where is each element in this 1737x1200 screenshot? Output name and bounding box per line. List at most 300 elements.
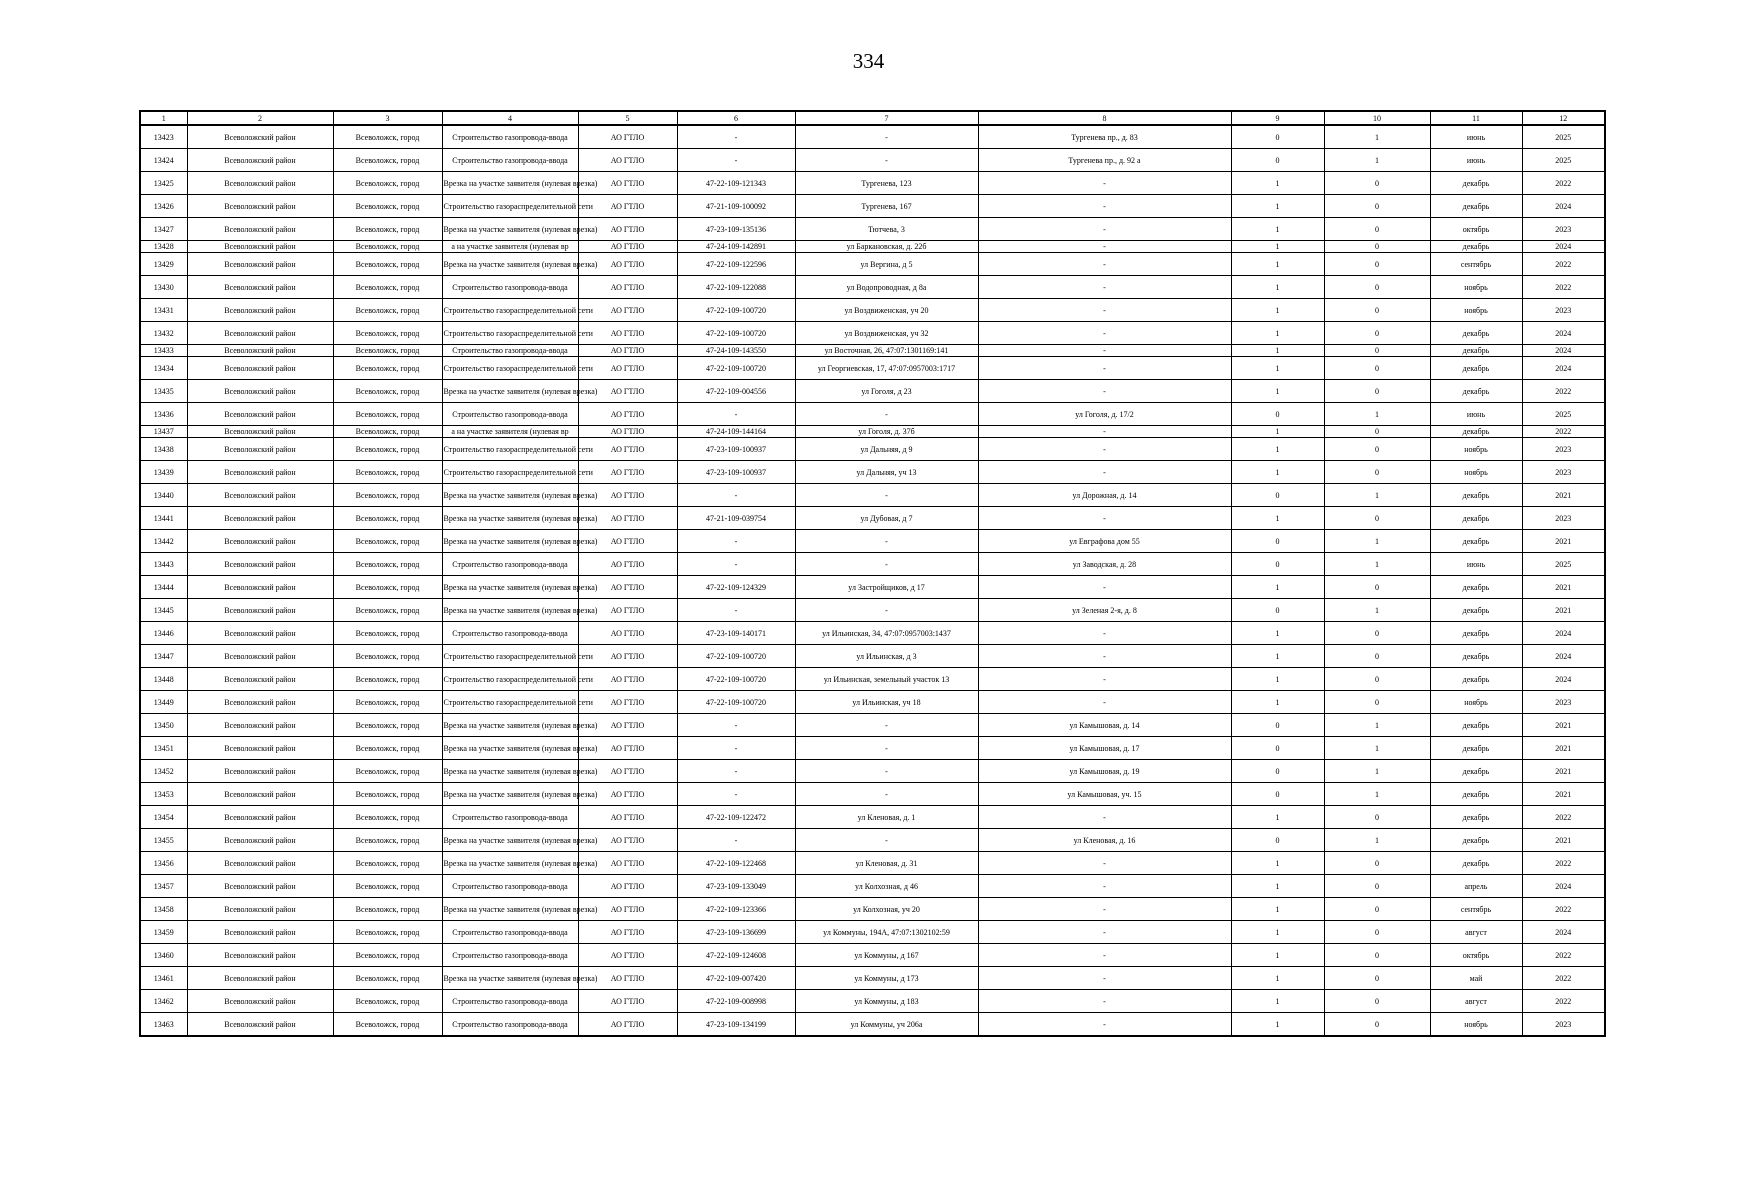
district-cell: Всеволожский район [187,299,333,322]
month-cell: апрель [1430,875,1522,898]
year-cell: 2025 [1522,553,1605,576]
address-cell: ул Ильинская, д 3 [795,645,978,668]
application-number-cell: 47-21-109-039754 [677,507,795,530]
district-cell: Всеволожский район [187,852,333,875]
application-number-cell: - [677,737,795,760]
settlement-cell: Всеволожск, город [333,241,442,253]
district-cell: Всеволожский район [187,668,333,691]
address-alt-cell: - [978,299,1231,322]
row-number-cell: 13424 [140,149,187,172]
settlement-cell: Всеволожск, город [333,576,442,599]
gas-connection-table [139,110,1606,1037]
organization-cell: АО ГТЛО [578,530,677,553]
value-10-cell: 0 [1324,576,1430,599]
address-cell: ул Вергина, д 5 [795,253,978,276]
row-number-cell: 13456 [140,852,187,875]
work-type-cell: Врезка на участке заявителя (нулевая врезка) [442,380,578,403]
organization-cell: АО ГТЛО [578,426,677,438]
address-alt-cell: - [978,461,1231,484]
address-alt-cell: - [978,438,1231,461]
address-cell: ул Кленовая, д. 1 [795,806,978,829]
table-row [140,218,1605,241]
year-cell: 2021 [1522,599,1605,622]
address-alt-cell: - [978,1013,1231,1037]
value-10-cell: 0 [1324,507,1430,530]
settlement-cell: Всеволожск, город [333,357,442,380]
address-alt-cell: - [978,668,1231,691]
value-10-cell: 0 [1324,967,1430,990]
year-cell: 2025 [1522,149,1605,172]
row-number-cell: 13448 [140,668,187,691]
year-cell: 2022 [1522,806,1605,829]
settlement-cell: Всеволожск, город [333,599,442,622]
table-row [140,530,1605,553]
year-cell: 2023 [1522,1013,1605,1037]
month-cell: декабрь [1430,737,1522,760]
district-cell: Всеволожский район [187,921,333,944]
settlement-cell: Всеволожск, город [333,852,442,875]
organization-cell: АО ГТЛО [578,299,677,322]
organization-cell: АО ГТЛО [578,461,677,484]
value-10-cell: 0 [1324,691,1430,714]
month-cell: декабрь [1430,172,1522,195]
organization-cell: АО ГТЛО [578,737,677,760]
address-cell: ул Коммуны, д 167 [795,944,978,967]
row-number-cell: 13461 [140,967,187,990]
address-cell: ул Застройщиков, д 17 [795,576,978,599]
application-number-cell: 47-23-109-100937 [677,461,795,484]
address-cell: ул Кленовая, д. 31 [795,852,978,875]
value-10-cell: 1 [1324,737,1430,760]
value-9-cell: 1 [1231,898,1324,921]
address-alt-cell: - [978,852,1231,875]
row-number-cell: 13439 [140,461,187,484]
address-alt-cell: - [978,990,1231,1013]
column-header: 12 [1522,111,1605,125]
address-cell: ул Восточная, 26, 47:07:1301169:141 [795,345,978,357]
work-type-cell: Врезка на участке заявителя (нулевая врезка) [442,530,578,553]
year-cell: 2024 [1522,645,1605,668]
district-cell: Всеволожский район [187,426,333,438]
application-number-cell: - [677,829,795,852]
settlement-cell: Всеволожск, город [333,714,442,737]
value-9-cell: 1 [1231,218,1324,241]
row-number-cell: 13425 [140,172,187,195]
value-10-cell: 0 [1324,852,1430,875]
year-cell: 2024 [1522,622,1605,645]
month-cell: ноябрь [1430,1013,1522,1037]
work-type-cell: Врезка на участке заявителя (нулевая врезка) [442,172,578,195]
address-cell: ул Баркановская, д. 22б [795,241,978,253]
address-cell: ул Коммуны, 194А, 47:07:1302102:59 [795,921,978,944]
year-cell: 2023 [1522,438,1605,461]
year-cell: 2023 [1522,299,1605,322]
organization-cell: АО ГТЛО [578,345,677,357]
organization-cell: АО ГТЛО [578,507,677,530]
district-cell: Всеволожский район [187,345,333,357]
year-cell: 2023 [1522,461,1605,484]
work-type-cell: Врезка на участке заявителя (нулевая врезка) [442,599,578,622]
address-cell: ул Дальняя, д 9 [795,438,978,461]
address-alt-cell: ул Дорожная, д. 14 [978,484,1231,507]
value-10-cell: 0 [1324,241,1430,253]
district-cell: Всеволожский район [187,403,333,426]
year-cell: 2024 [1522,668,1605,691]
month-cell: декабрь [1430,507,1522,530]
address-alt-cell: - [978,806,1231,829]
work-type-cell: Строительство газораспределительной сети [442,299,578,322]
address-alt-cell: ул Заводская, д. 28 [978,553,1231,576]
address-alt-cell: - [978,218,1231,241]
application-number-cell: 47-22-109-100720 [677,357,795,380]
row-number-cell: 13430 [140,276,187,299]
year-cell: 2024 [1522,345,1605,357]
row-number-cell: 13438 [140,438,187,461]
row-number-cell: 13445 [140,599,187,622]
value-9-cell: 1 [1231,322,1324,345]
row-number-cell: 13446 [140,622,187,645]
settlement-cell: Всеволожск, город [333,921,442,944]
work-type-cell: Строительство газораспределительной сети [442,357,578,380]
district-cell: Всеволожский район [187,898,333,921]
application-number-cell: 47-22-109-100720 [677,322,795,345]
settlement-cell: Всеволожск, город [333,172,442,195]
address-alt-cell: - [978,380,1231,403]
table-row [140,380,1605,403]
work-type-cell: Врезка на участке заявителя (нулевая врезка) [442,507,578,530]
month-cell: декабрь [1430,576,1522,599]
district-cell: Всеволожский район [187,576,333,599]
organization-cell: АО ГТЛО [578,875,677,898]
value-10-cell: 1 [1324,403,1430,426]
application-number-cell: 47-22-109-122468 [677,852,795,875]
month-cell: май [1430,967,1522,990]
month-cell: декабрь [1430,530,1522,553]
row-number-cell: 13431 [140,299,187,322]
settlement-cell: Всеволожск, город [333,622,442,645]
district-cell: Всеволожский район [187,357,333,380]
value-9-cell: 1 [1231,241,1324,253]
address-alt-cell: - [978,345,1231,357]
district-cell: Всеволожский район [187,875,333,898]
settlement-cell: Всеволожск, город [333,530,442,553]
month-cell: ноябрь [1430,691,1522,714]
table-row [140,299,1605,322]
month-cell: август [1430,921,1522,944]
row-number-cell: 13427 [140,218,187,241]
value-9-cell: 0 [1231,403,1324,426]
organization-cell: АО ГТЛО [578,357,677,380]
row-number-cell: 13443 [140,553,187,576]
table-row [140,852,1605,875]
row-number-cell: 13434 [140,357,187,380]
address-alt-cell: - [978,276,1231,299]
year-cell: 2021 [1522,530,1605,553]
table-row [140,276,1605,299]
value-9-cell: 0 [1231,553,1324,576]
month-cell: декабрь [1430,668,1522,691]
row-number-cell: 13433 [140,345,187,357]
settlement-cell: Всеволожск, город [333,990,442,1013]
address-alt-cell: - [978,253,1231,276]
address-cell: - [795,737,978,760]
column-header: 11 [1430,111,1522,125]
application-number-cell: - [677,599,795,622]
address-cell: ул Гоголя, д. 37б [795,426,978,438]
year-cell: 2022 [1522,276,1605,299]
address-alt-cell: - [978,241,1231,253]
table-row [140,484,1605,507]
work-type-cell: Врезка на участке заявителя (нулевая врезка) [442,484,578,507]
organization-cell: АО ГТЛО [578,852,677,875]
month-cell: декабрь [1430,714,1522,737]
address-alt-cell: - [978,944,1231,967]
application-number-cell: 47-23-109-133049 [677,875,795,898]
value-10-cell: 0 [1324,195,1430,218]
organization-cell: АО ГТЛО [578,990,677,1013]
column-header: 3 [333,111,442,125]
address-cell: ул Ильинская, 34, 47:07:0957003:1437 [795,622,978,645]
address-cell: - [795,125,978,149]
settlement-cell: Всеволожск, город [333,944,442,967]
row-number-cell: 13442 [140,530,187,553]
row-number-cell: 13462 [140,990,187,1013]
organization-cell: АО ГТЛО [578,714,677,737]
address-cell: ул Дальняя, уч 13 [795,461,978,484]
month-cell: август [1430,990,1522,1013]
application-number-cell: 47-22-109-122596 [677,253,795,276]
table-row [140,172,1605,195]
value-9-cell: 0 [1231,714,1324,737]
organization-cell: АО ГТЛО [578,944,677,967]
address-alt-cell: ул Евграфова дом 55 [978,530,1231,553]
district-cell: Всеволожский район [187,438,333,461]
table-row [140,322,1605,345]
district-cell: Всеволожский район [187,990,333,1013]
settlement-cell: Всеволожск, город [333,783,442,806]
work-type-cell: Врезка на участке заявителя (нулевая врезка) [442,253,578,276]
month-cell: декабрь [1430,760,1522,783]
address-alt-cell: ул Камышовая, д. 17 [978,737,1231,760]
row-number-cell: 13423 [140,125,187,149]
address-cell: Тургенева, 167 [795,195,978,218]
table-row [140,426,1605,438]
column-header: 9 [1231,111,1324,125]
table-row [140,967,1605,990]
settlement-cell: Всеволожск, город [333,426,442,438]
address-alt-cell: ул Камышовая, уч. 15 [978,783,1231,806]
month-cell: июнь [1430,149,1522,172]
organization-cell: АО ГТЛО [578,760,677,783]
table-row [140,645,1605,668]
table-row [140,668,1605,691]
address-cell: - [795,714,978,737]
organization-cell: АО ГТЛО [578,218,677,241]
table-body [140,125,1605,1036]
value-10-cell: 0 [1324,461,1430,484]
district-cell: Всеволожский район [187,783,333,806]
organization-cell: АО ГТЛО [578,484,677,507]
application-number-cell: - [677,783,795,806]
value-9-cell: 1 [1231,380,1324,403]
value-9-cell: 1 [1231,195,1324,218]
work-type-cell: Строительство газопровода-ввода [442,921,578,944]
value-9-cell: 1 [1231,668,1324,691]
month-cell: декабрь [1430,783,1522,806]
work-type-cell: Врезка на участке заявителя (нулевая врезка) [442,898,578,921]
month-cell: ноябрь [1430,461,1522,484]
settlement-cell: Всеволожск, город [333,195,442,218]
table-row [140,990,1605,1013]
table-row [140,461,1605,484]
application-number-cell: 47-23-109-136699 [677,921,795,944]
year-cell: 2022 [1522,380,1605,403]
value-9-cell: 1 [1231,507,1324,530]
work-type-cell: Врезка на участке заявителя (нулевая врезка) [442,760,578,783]
organization-cell: АО ГТЛО [578,783,677,806]
value-9-cell: 1 [1231,967,1324,990]
organization-cell: АО ГТЛО [578,438,677,461]
year-cell: 2022 [1522,253,1605,276]
year-cell: 2023 [1522,218,1605,241]
table-row [140,829,1605,852]
work-type-cell: а на участке заявителя (нулевая вр [442,426,578,438]
value-9-cell: 1 [1231,438,1324,461]
address-cell: ул Ильинская, уч 18 [795,691,978,714]
month-cell: июнь [1430,125,1522,149]
settlement-cell: Всеволожск, город [333,345,442,357]
month-cell: декабрь [1430,645,1522,668]
month-cell: декабрь [1430,322,1522,345]
address-alt-cell: - [978,357,1231,380]
table-row [140,553,1605,576]
row-number-cell: 13452 [140,760,187,783]
page-number: 334 [852,49,885,73]
value-10-cell: 0 [1324,357,1430,380]
month-cell: декабрь [1430,241,1522,253]
application-number-cell: 47-23-109-140171 [677,622,795,645]
row-number-cell: 13444 [140,576,187,599]
address-cell: - [795,403,978,426]
value-10-cell: 1 [1324,125,1430,149]
value-10-cell: 0 [1324,322,1430,345]
organization-cell: АО ГТЛО [578,149,677,172]
work-type-cell: Строительство газопровода-ввода [442,990,578,1013]
value-9-cell: 1 [1231,1013,1324,1037]
value-10-cell: 0 [1324,990,1430,1013]
district-cell: Всеволожский район [187,276,333,299]
application-number-cell: - [677,714,795,737]
table-row [140,760,1605,783]
work-type-cell: Строительство газопровода-ввода [442,276,578,299]
table-row [140,357,1605,380]
settlement-cell: Всеволожск, город [333,553,442,576]
organization-cell: АО ГТЛО [578,1013,677,1037]
address-alt-cell: - [978,875,1231,898]
row-number-cell: 13447 [140,645,187,668]
application-number-cell: 47-23-109-100937 [677,438,795,461]
value-10-cell: 0 [1324,806,1430,829]
application-number-cell: - [677,125,795,149]
work-type-cell: а на участке заявителя (нулевая вр [442,241,578,253]
address-cell: ул Коммуны, уч 206а [795,1013,978,1037]
month-cell: декабрь [1430,622,1522,645]
organization-cell: АО ГТЛО [578,553,677,576]
district-cell: Всеволожский район [187,484,333,507]
work-type-cell: Врезка на участке заявителя (нулевая врезка) [442,852,578,875]
table-row [140,714,1605,737]
organization-cell: АО ГТЛО [578,622,677,645]
month-cell: декабрь [1430,345,1522,357]
settlement-cell: Всеволожск, город [333,149,442,172]
column-header: 10 [1324,111,1430,125]
settlement-cell: Всеволожск, город [333,668,442,691]
district-cell: Всеволожский район [187,806,333,829]
work-type-cell: Строительство газопровода-ввода [442,345,578,357]
row-number-cell: 13454 [140,806,187,829]
row-number-cell: 13449 [140,691,187,714]
value-9-cell: 1 [1231,461,1324,484]
settlement-cell: Всеволожск, город [333,1013,442,1037]
row-number-cell: 13429 [140,253,187,276]
organization-cell: АО ГТЛО [578,806,677,829]
value-10-cell: 0 [1324,898,1430,921]
table-row [140,875,1605,898]
year-cell: 2021 [1522,576,1605,599]
application-number-cell: - [677,149,795,172]
table-row [140,241,1605,253]
work-type-cell: Врезка на участке заявителя (нулевая врезка) [442,714,578,737]
value-9-cell: 0 [1231,125,1324,149]
table-row [140,622,1605,645]
table-row [140,149,1605,172]
address-cell: ул Колхозная, уч 20 [795,898,978,921]
district-cell: Всеволожский район [187,737,333,760]
work-type-cell: Строительство газораспределительной сети [442,322,578,345]
organization-cell: АО ГТЛО [578,599,677,622]
header-row [140,111,1605,125]
address-alt-cell: - [978,195,1231,218]
year-cell: 2022 [1522,944,1605,967]
column-header: 4 [442,111,578,125]
table-row [140,507,1605,530]
address-alt-cell: - [978,898,1231,921]
settlement-cell: Всеволожск, город [333,299,442,322]
table-row [140,737,1605,760]
organization-cell: АО ГТЛО [578,898,677,921]
value-10-cell: 0 [1324,345,1430,357]
work-type-cell: Строительство газопровода-ввода [442,553,578,576]
year-cell: 2024 [1522,875,1605,898]
application-number-cell: 47-22-109-100720 [677,668,795,691]
year-cell: 2023 [1522,507,1605,530]
month-cell: ноябрь [1430,438,1522,461]
work-type-cell: Строительство газопровода-ввода [442,622,578,645]
row-number-cell: 13436 [140,403,187,426]
value-10-cell: 0 [1324,875,1430,898]
organization-cell: АО ГТЛО [578,125,677,149]
district-cell: Всеволожский район [187,760,333,783]
application-number-cell: 47-22-109-123366 [677,898,795,921]
district-cell: Всеволожский район [187,218,333,241]
settlement-cell: Всеволожск, город [333,438,442,461]
row-number-cell: 13458 [140,898,187,921]
organization-cell: АО ГТЛО [578,253,677,276]
table-row [140,691,1605,714]
address-alt-cell: - [978,622,1231,645]
address-cell: ул Ильинская, земельный участок 13 [795,668,978,691]
year-cell: 2023 [1522,691,1605,714]
